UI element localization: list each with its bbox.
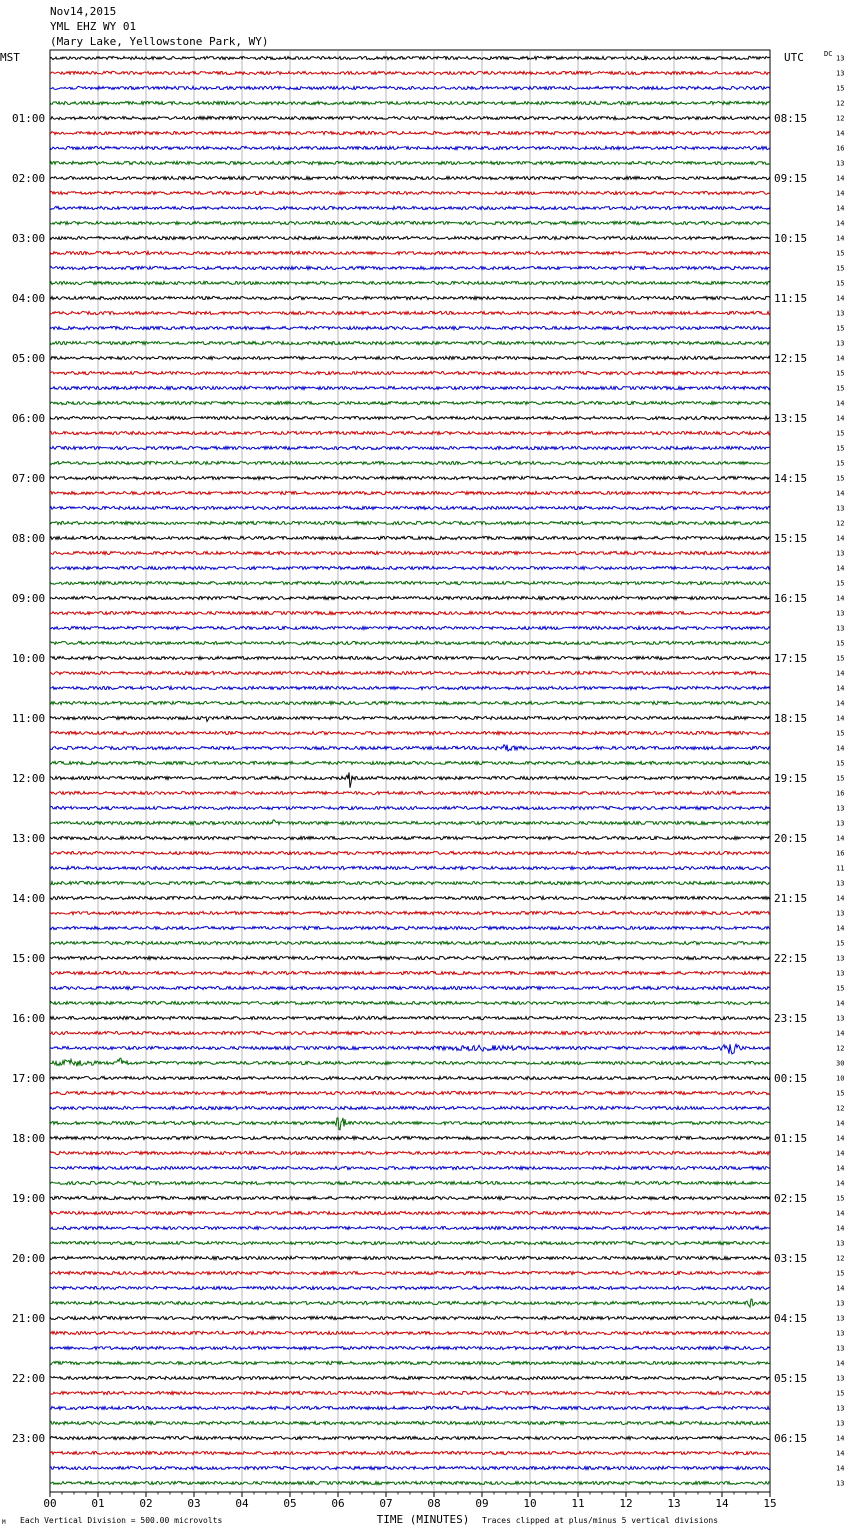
- seismic-trace: [50, 1106, 770, 1109]
- utc-hour-label: 23:15: [774, 1012, 808, 1025]
- seismic-trace: [50, 116, 770, 119]
- seismic-trace: [50, 1181, 770, 1184]
- dc-offset-label: 12: [836, 1104, 845, 1113]
- seismic-trace: [50, 1376, 770, 1379]
- seismic-trace: [50, 731, 770, 734]
- dc-offset-label: 13: [836, 1239, 845, 1248]
- seismic-trace: [50, 1436, 770, 1439]
- mst-hour-label: 15:00: [12, 952, 46, 965]
- utc-hour-label: 04:15: [774, 1312, 808, 1325]
- dc-offset-label: 14: [836, 204, 845, 213]
- plot-frame: [50, 50, 770, 1492]
- dc-offset-label: 13: [836, 1014, 845, 1023]
- seismic-trace: [50, 1241, 770, 1244]
- dc-offset-label: 13: [836, 339, 845, 348]
- seismic-trace: [50, 236, 770, 239]
- utc-hour-label: 20:15: [774, 832, 808, 845]
- dc-offset-label: 14: [836, 1224, 845, 1233]
- dc-offset-label: 14: [836, 684, 845, 693]
- dc-offset-label: 14: [836, 594, 845, 603]
- header-date: Nov14,2015: [50, 5, 117, 18]
- dc-offset-label: 14: [836, 534, 845, 543]
- mst-hour-label: 12:00: [12, 772, 46, 785]
- seismic-trace: [50, 341, 770, 344]
- utc-hour-label: 05:15: [774, 1372, 808, 1385]
- seismic-trace: [50, 656, 770, 659]
- dc-offset-label: 15: [836, 774, 845, 783]
- dc-offset-label: 14: [836, 234, 845, 243]
- seismic-trace: [50, 1331, 770, 1334]
- seismic-trace: [50, 1118, 770, 1130]
- x-tick-label: 06: [331, 1497, 345, 1510]
- dc-offset-label: 16: [836, 849, 845, 858]
- grid-layer: [50, 50, 770, 1492]
- seismic-trace: [50, 221, 770, 224]
- dc-offset-label: 15: [836, 429, 845, 438]
- dc-offset-label: 14: [836, 564, 845, 573]
- seismic-trace: [50, 101, 770, 104]
- seismic-trace: [50, 566, 770, 569]
- dc-offset-label: 13: [836, 1374, 845, 1383]
- mst-hour-label: 03:00: [12, 232, 46, 245]
- dc-offset-label: 15: [836, 324, 845, 333]
- dc-offset-label: 10: [836, 1074, 845, 1083]
- seismic-trace: [50, 146, 770, 149]
- seismic-trace: [50, 926, 770, 929]
- x-tick-label: 02: [139, 1497, 153, 1510]
- x-tick-label: 01: [91, 1497, 105, 1510]
- dc-offset-label: 14: [836, 714, 845, 723]
- seismic-trace: [50, 956, 770, 959]
- seismic-trace: [50, 611, 770, 614]
- dc-offset-label: 15: [836, 729, 845, 738]
- mst-hour-label: 22:00: [12, 1372, 46, 1385]
- dc-offset-label: 15: [836, 1089, 845, 1098]
- utc-hour-label: 02:15: [774, 1192, 808, 1205]
- dc-offset-label: 15: [836, 369, 845, 378]
- utc-hour-label: 15:15: [774, 532, 808, 545]
- left-timezone-label: MST: [0, 51, 20, 64]
- dc-offset-label: 14: [836, 1164, 845, 1173]
- x-axis-title: TIME (MINUTES): [376, 1513, 470, 1526]
- dc-offset-label: 14: [836, 924, 845, 933]
- seismic-trace: [50, 386, 770, 389]
- x-tick-label: 10: [523, 1497, 537, 1510]
- x-tick-label: 12: [619, 1497, 633, 1510]
- seismic-trace: [50, 176, 770, 179]
- seismic-trace: [50, 1391, 770, 1394]
- seismic-trace: [50, 641, 770, 644]
- trace-layer: [50, 56, 770, 1484]
- utc-hour-label: 16:15: [774, 592, 808, 605]
- seismic-trace: [50, 971, 770, 974]
- dc-offset-label: 13: [836, 969, 845, 978]
- seismic-trace: [50, 1136, 770, 1139]
- seismic-trace: [50, 772, 770, 787]
- utc-hour-label: 14:15: [774, 472, 808, 485]
- utc-hour-label: 12:15: [774, 352, 808, 365]
- seismic-trace: [50, 1316, 770, 1319]
- dc-offset-label: 14: [836, 999, 845, 1008]
- dc-offset-label: 13: [836, 954, 845, 963]
- utc-hour-label: 18:15: [774, 712, 808, 725]
- dc-offset-label: 14: [836, 744, 845, 753]
- mst-hour-label: 04:00: [12, 292, 46, 305]
- dc-offset-label: 15: [836, 279, 845, 288]
- dc-offset-label: 15: [836, 984, 845, 993]
- dc-offset-label: 12: [836, 99, 845, 108]
- dc-offset-label: 13: [836, 159, 845, 168]
- dc-offset-label: 14: [836, 1149, 845, 1158]
- seismic-trace: [50, 1271, 770, 1274]
- utc-hour-label: 17:15: [774, 652, 808, 665]
- dc-offset-label: 16: [836, 144, 845, 153]
- seismic-trace: [50, 476, 770, 479]
- mst-hour-label: 17:00: [12, 1072, 46, 1085]
- dc-offset-label: 13: [836, 909, 845, 918]
- x-tick-label: 04: [235, 1497, 249, 1510]
- dc-offset-label: 14: [836, 129, 845, 138]
- dc-offset-label: 14: [836, 1209, 845, 1218]
- dc-offset-label: 14: [836, 294, 845, 303]
- utc-hour-label: 03:15: [774, 1252, 808, 1265]
- seismic-trace: [50, 1044, 770, 1054]
- mst-hour-label: 19:00: [12, 1192, 46, 1205]
- dc-offset-label: 14: [836, 219, 845, 228]
- seismic-trace: [50, 836, 770, 839]
- dc-offset-label: 13: [836, 804, 845, 813]
- dc-offset-label: 15: [836, 1269, 845, 1278]
- seismic-trace: [50, 806, 770, 809]
- seismic-trace: [50, 686, 770, 689]
- dc-offset-label: 15: [836, 444, 845, 453]
- mst-hour-label: 23:00: [12, 1432, 46, 1445]
- seismic-trace: [50, 1211, 770, 1214]
- utc-hour-label: 00:15: [774, 1072, 808, 1085]
- dc-offset-label: 14: [836, 174, 845, 183]
- x-tick-label: 03: [187, 1497, 201, 1510]
- dc-offset-label: 12: [836, 1044, 845, 1053]
- mst-hour-label: 21:00: [12, 1312, 46, 1325]
- dc-offset-label: 12: [836, 114, 845, 123]
- seismic-trace: [50, 1406, 770, 1409]
- dc-offset-label: 15: [836, 1389, 845, 1398]
- dc-offset-label: 13: [836, 609, 845, 618]
- seismic-trace: [50, 626, 770, 629]
- dc-offset-label: 13: [836, 1419, 845, 1428]
- dc-offset-label: 14: [836, 669, 845, 678]
- utc-hour-label: 22:15: [774, 952, 808, 965]
- dc-offset-label: 13: [836, 1344, 845, 1353]
- utc-hour-label: 09:15: [774, 172, 808, 185]
- dc-offset-label: 13: [836, 1479, 845, 1488]
- seismic-trace: [50, 1361, 770, 1364]
- seismic-trace: [50, 1151, 770, 1154]
- seismic-trace: [50, 371, 770, 374]
- dc-offset-label: 14: [836, 414, 845, 423]
- seismic-trace: [50, 596, 770, 599]
- x-axis: [43, 1492, 776, 1510]
- dc-offset-label: 14: [836, 1449, 845, 1458]
- right-timezone-label: UTC: [784, 51, 804, 64]
- dc-offset-label: 14: [836, 1359, 845, 1368]
- seismic-trace: [50, 791, 770, 794]
- seismic-trace: [50, 536, 770, 539]
- x-tick-label: 11: [571, 1497, 585, 1510]
- seismic-trace: [50, 416, 770, 419]
- seismic-trace: [50, 326, 770, 329]
- dc-offset-label: 15: [836, 474, 845, 483]
- dc-offset-label: 14: [836, 834, 845, 843]
- dc-offset-label: 13: [836, 1329, 845, 1338]
- dc-offset-label: 15: [836, 579, 845, 588]
- seismic-trace: [50, 851, 770, 854]
- seismic-trace: [50, 896, 770, 899]
- dc-offset-label: 13: [836, 624, 845, 633]
- seismic-trace: [50, 206, 770, 209]
- x-tick-label: 13: [667, 1497, 681, 1510]
- dc-offset-label: 15: [836, 654, 845, 663]
- dc-offset-label: 13: [836, 1404, 845, 1413]
- x-tick-label: 05: [283, 1497, 297, 1510]
- utc-hour-label: 10:15: [774, 232, 808, 245]
- dc-offset-label: 15: [836, 639, 845, 648]
- seismic-trace: [50, 1031, 770, 1034]
- seismic-trace: [50, 266, 770, 269]
- seismic-trace: [50, 881, 770, 884]
- dc-offset-label: 15: [836, 759, 845, 768]
- header-station: YML EHZ WY 01: [50, 20, 137, 33]
- seismic-trace: [50, 671, 770, 674]
- dc-offset-label: 13: [836, 819, 845, 828]
- seismic-trace: [50, 1058, 770, 1066]
- seismic-trace: [50, 506, 770, 509]
- dc-offset-label: 13: [836, 54, 845, 63]
- seismic-trace: [50, 986, 770, 989]
- dc-offset-label: 14: [836, 1284, 845, 1293]
- x-tick-label: 09: [475, 1497, 489, 1510]
- mst-hour-label: 14:00: [12, 892, 46, 905]
- utc-hour-label: 08:15: [774, 112, 808, 125]
- seismic-trace: [50, 1421, 770, 1424]
- mst-hour-label: 08:00: [12, 532, 46, 545]
- dc-offset-label: 15: [836, 939, 845, 948]
- mst-hour-label: 16:00: [12, 1012, 46, 1025]
- dc-offset-label: 14: [836, 489, 845, 498]
- utc-hour-label: 13:15: [774, 412, 808, 425]
- corner-mark: M: [2, 1519, 6, 1526]
- seismic-trace: [50, 911, 770, 914]
- seismic-trace: [50, 431, 770, 434]
- dc-offset-label: 12: [836, 519, 845, 528]
- seismic-trace: [50, 1091, 770, 1094]
- seismic-trace: [50, 1256, 770, 1259]
- utc-hour-label: 11:15: [774, 292, 808, 305]
- seismic-trace: [50, 701, 770, 704]
- dc-offset-label: 15: [836, 384, 845, 393]
- dc-offset-label: 14: [836, 1434, 845, 1443]
- x-tick-label: 08: [427, 1497, 441, 1510]
- seismic-trace: [50, 866, 770, 869]
- utc-hour-label: 21:15: [774, 892, 808, 905]
- dc-offset-label: 13: [836, 69, 845, 78]
- seismic-trace: [50, 820, 770, 825]
- seismic-trace: [50, 296, 770, 299]
- utc-hour-label: 01:15: [774, 1132, 808, 1145]
- seismic-trace: [50, 1196, 770, 1199]
- dc-offset-label: 14: [836, 1464, 845, 1473]
- dc-offset-label: 15: [836, 264, 845, 273]
- footer-clip-note: Traces clipped at plus/minus 5 vertical divisions: [482, 1516, 719, 1525]
- seismic-trace: [50, 356, 770, 359]
- seismic-trace: [50, 941, 770, 944]
- dc-offset-label: 30: [836, 1059, 845, 1068]
- mst-hour-label: 07:00: [12, 472, 46, 485]
- dc-offset-label: 14: [836, 1119, 845, 1128]
- dc-offset-label: 15: [836, 459, 845, 468]
- dc-offset-label: 14: [836, 189, 845, 198]
- seismic-trace: [50, 1481, 770, 1484]
- seismic-trace: [50, 1451, 770, 1454]
- seismic-trace: [50, 71, 770, 74]
- dc-offset-label: 16: [836, 789, 845, 798]
- dc-offset-label: 14: [836, 1029, 845, 1038]
- seismic-trace: [50, 131, 770, 134]
- dc-offset-label: 13: [836, 309, 845, 318]
- seismic-trace: [50, 521, 770, 524]
- dc-label: DC: [824, 50, 833, 58]
- seismic-trace: [50, 1166, 770, 1169]
- dc-offset-label: 11: [836, 864, 845, 873]
- dc-offset-label: 12: [836, 1254, 845, 1263]
- dc-offset-label: 13: [836, 1299, 845, 1308]
- x-tick-label: 15: [763, 1497, 777, 1510]
- header-location: (Mary Lake, Yellowstone Park, WY): [50, 35, 269, 48]
- seismic-trace: [50, 461, 770, 464]
- dc-offset-label: 14: [836, 354, 845, 363]
- mst-hour-label: 11:00: [12, 712, 46, 725]
- seismic-trace: [50, 745, 770, 751]
- seismic-trace: [50, 1466, 770, 1469]
- seismic-trace: [50, 1076, 770, 1079]
- x-tick-label: 07: [379, 1497, 393, 1510]
- footer-scale-note: Each Vertical Division = 500.00 microvolts: [20, 1516, 223, 1525]
- seismic-trace: [50, 251, 770, 254]
- mst-hour-label: 10:00: [12, 652, 46, 665]
- seismic-trace: [50, 491, 770, 494]
- utc-hour-label: 06:15: [774, 1432, 808, 1445]
- dc-offset-label: 13: [836, 549, 845, 558]
- seismic-trace: [50, 761, 770, 764]
- x-tick-label: 00: [43, 1497, 57, 1510]
- seismic-trace: [50, 581, 770, 584]
- utc-hour-label: 19:15: [774, 772, 808, 785]
- mst-hour-label: 05:00: [12, 352, 46, 365]
- mst-hour-label: 18:00: [12, 1132, 46, 1145]
- x-tick-label: 14: [715, 1497, 729, 1510]
- dc-offset-label: 15: [836, 1194, 845, 1203]
- dc-offset-label: 14: [836, 699, 845, 708]
- seismic-trace: [50, 191, 770, 194]
- dc-offset-label: 14: [836, 1134, 845, 1143]
- seismic-trace: [50, 56, 770, 59]
- dc-offset-label: 13: [836, 879, 845, 888]
- seismic-trace: [50, 446, 770, 449]
- seismic-trace: [50, 161, 770, 164]
- dc-offset-label: 13: [836, 504, 845, 513]
- seismic-trace: [50, 311, 770, 314]
- seismic-trace: [50, 716, 770, 721]
- seismic-trace: [50, 1286, 770, 1289]
- dc-offset-label: 14: [836, 1179, 845, 1188]
- seismic-trace: [50, 281, 770, 284]
- seismic-trace: [50, 86, 770, 89]
- seismic-trace: [50, 1016, 770, 1019]
- seismic-trace: [50, 1001, 770, 1004]
- mst-hour-label: 20:00: [12, 1252, 46, 1265]
- mst-hour-label: 09:00: [12, 592, 46, 605]
- mst-hour-label: 02:00: [12, 172, 46, 185]
- dc-offset-label: 14: [836, 894, 845, 903]
- mst-hour-label: 06:00: [12, 412, 46, 425]
- dc-offset-label: 15: [836, 84, 845, 93]
- seismic-trace: [50, 551, 770, 554]
- mst-hour-label: 13:00: [12, 832, 46, 845]
- mst-hour-label: 01:00: [12, 112, 46, 125]
- dc-offset-label: 14: [836, 399, 845, 408]
- seismic-trace: [50, 1299, 770, 1307]
- seismic-trace: [50, 401, 770, 404]
- seismic-trace: [50, 1346, 770, 1349]
- seismic-trace: [50, 1226, 770, 1229]
- dc-offset-label: 13: [836, 1314, 845, 1323]
- dc-offset-label: 15: [836, 249, 845, 258]
